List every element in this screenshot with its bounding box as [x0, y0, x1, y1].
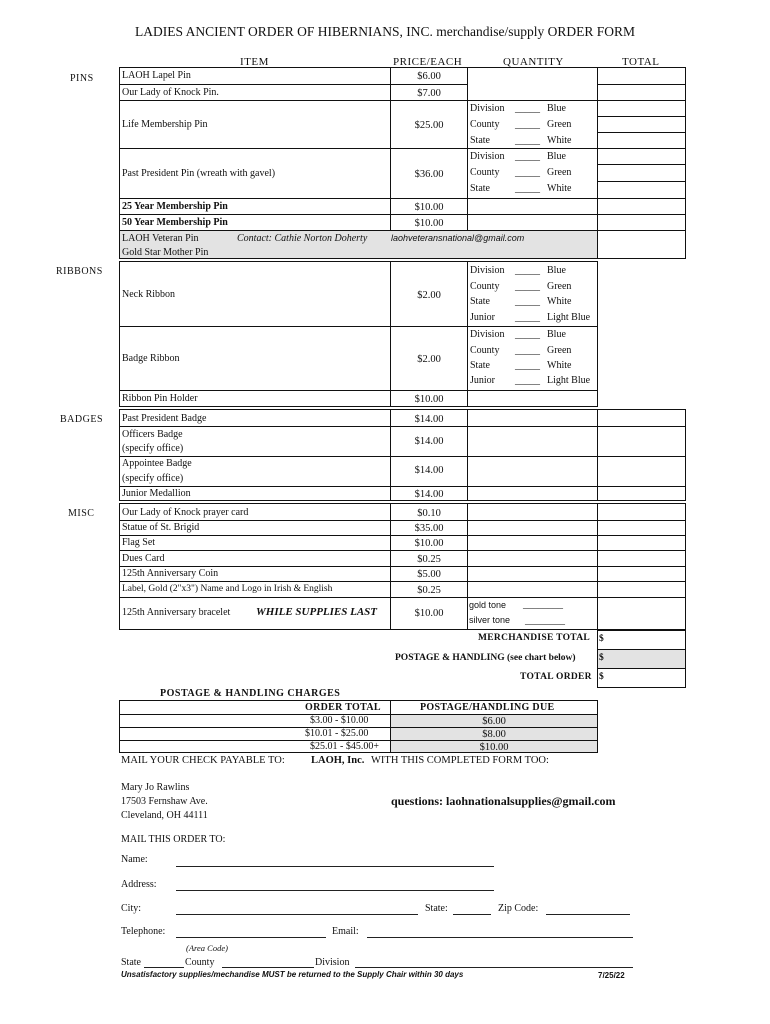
- total-order-dollar[interactable]: $: [599, 672, 604, 682]
- officers-badge-note: (specify office): [122, 443, 184, 454]
- qty-white-label: White: [547, 183, 572, 194]
- qty-white-label: White: [547, 135, 572, 146]
- item-officers-badge: Officers Badge: [122, 429, 183, 440]
- qty-blank[interactable]: _____: [515, 265, 540, 276]
- price-appointee-badge: $14.00: [414, 465, 444, 476]
- qty-blank[interactable]: _____: [515, 375, 540, 386]
- email-field[interactable]: [367, 937, 633, 938]
- qty-blank[interactable]: _____: [515, 329, 540, 340]
- item-gold-label: Label, Gold (2"x3") Name and Logo in Irish & English: [122, 584, 333, 594]
- qty-county-label: County: [470, 119, 500, 130]
- qty-blue-label: Blue: [547, 103, 566, 114]
- qty-blank[interactable]: _____: [515, 135, 540, 146]
- qty-blue-label: Blue: [547, 329, 566, 340]
- totals-box: [597, 630, 686, 688]
- form-title: LADIES ANCIENT ORDER OF HIBERNIANS, INC. merchandise/supply ORDER FORM: [134, 24, 635, 39]
- name-label: Name:: [121, 854, 148, 865]
- qty-state-label: State: [470, 135, 490, 146]
- county-label: County: [185, 957, 215, 968]
- state-field[interactable]: [453, 914, 491, 915]
- qty-green-label: Green: [547, 281, 572, 292]
- division-field[interactable]: [355, 967, 633, 968]
- total-order-label: TOTAL ORDER: [520, 672, 592, 682]
- shipping-col-postage-due: POSTAGE/HANDLING DUE: [420, 702, 555, 713]
- qty-blank[interactable]: _____: [515, 103, 540, 114]
- veteran-contact: Contact: Cathie Norton Doherty: [237, 233, 368, 244]
- price-25-year-pin: $10.00: [414, 202, 444, 213]
- footer-date: 7/25/22: [598, 971, 625, 980]
- qty-blank[interactable]: _____: [515, 345, 540, 356]
- payable-prefix: MAIL YOUR CHECK PAYABLE TO:: [121, 755, 285, 766]
- county-field[interactable]: [222, 967, 314, 968]
- qty-light-blue-label: Light Blue: [547, 312, 591, 323]
- header-quantity: QUANTITY: [503, 56, 564, 68]
- price-past-president-badge: $14.00: [414, 414, 444, 425]
- item-ribbon-holder: Ribbon Pin Holder: [122, 393, 198, 404]
- item-prayer-card: Our Lady of Knock prayer card: [122, 507, 249, 518]
- item-life-pin: Life Membership Pin: [122, 119, 208, 130]
- price-flag-set: $10.00: [414, 538, 444, 549]
- shipping-range: $10.01 - $25.00: [305, 728, 369, 739]
- price-neck-ribbon: $2.00: [417, 290, 441, 301]
- price-junior-medallion: $14.00: [414, 489, 444, 500]
- zip-field[interactable]: [546, 914, 630, 915]
- qty-state-label: State: [470, 183, 490, 194]
- qty-light-blue-label: Light Blue: [547, 375, 591, 386]
- footer-note: Unsatisfactory supplies/mechandise MUST be returned to the Supply Chair within 30 days: [121, 970, 464, 979]
- item-bracelet: 125th Anniversary bracelet: [122, 607, 231, 618]
- postage-dollar[interactable]: $: [599, 653, 604, 663]
- postage-label: POSTAGE & HANDLING (see chart below): [395, 653, 576, 663]
- zip-label: Zip Code:: [498, 903, 539, 914]
- qty-blank[interactable]: _____: [515, 296, 540, 307]
- qty-county-label: County: [470, 345, 500, 356]
- qty-county-label: County: [470, 281, 500, 292]
- price-badge-ribbon: $2.00: [417, 354, 441, 365]
- item-anniversary-coin: 125th Anniversary Coin: [122, 568, 219, 579]
- telephone-label: Telephone:: [121, 926, 166, 937]
- merchandise-total-label: MERCHANDISE TOTAL: [478, 633, 590, 643]
- qty-junior-label: Junior: [470, 312, 495, 323]
- item-lapel-pin: LAOH Lapel Pin: [122, 70, 191, 81]
- item-flag-set: Flag Set: [122, 537, 156, 548]
- telephone-field[interactable]: [176, 937, 326, 938]
- payee: LAOH, Inc.: [311, 755, 365, 766]
- state2-field[interactable]: [144, 967, 184, 968]
- gold-tone-label: gold tone: [469, 600, 507, 610]
- item-past-president-badge: Past President Badge: [122, 413, 207, 424]
- state-label: State:: [425, 903, 448, 914]
- qty-division-label: Division: [470, 329, 505, 340]
- item-dues-card: Dues Card: [122, 553, 165, 564]
- qty-green-label: Green: [547, 167, 572, 178]
- shipping-range: $3.00 - $10.00: [310, 715, 369, 726]
- qty-junior-label: Junior: [470, 375, 495, 386]
- price-gold-label: $0.25: [417, 585, 441, 596]
- section-ribbons: RIBBONS: [56, 266, 103, 277]
- item-gold-star-pin: Gold Star Mother Pin: [122, 247, 209, 258]
- qty-blank[interactable]: _____: [515, 312, 540, 323]
- payable-suffix: WITH THIS COMPLETED FORM TOO:: [371, 755, 549, 766]
- shipping-fee: $8.00: [482, 729, 506, 740]
- qty-blank[interactable]: _____: [515, 167, 540, 178]
- item-junior-medallion: Junior Medallion: [122, 488, 191, 499]
- shipping-col-order-total: ORDER TOTAL: [305, 702, 381, 713]
- item-veteran-pin: LAOH Veteran Pin: [122, 233, 199, 244]
- mail-name: Mary Jo Rawlins: [121, 782, 190, 793]
- item-50-year-pin: 50 Year Membership Pin: [122, 217, 228, 228]
- merchandise-total-dollar[interactable]: $: [599, 634, 604, 644]
- item-badge-ribbon: Badge Ribbon: [122, 353, 180, 364]
- item-knock-pin: Our Lady of Knock Pin.: [122, 87, 219, 98]
- area-code-label: (Area Code): [186, 943, 228, 953]
- qty-green-label: Green: [547, 345, 572, 356]
- silver-tone-blank[interactable]: ________: [525, 615, 565, 626]
- state2-label: State: [121, 957, 141, 968]
- qty-division-label: Division: [470, 151, 505, 162]
- qty-blank[interactable]: _____: [515, 360, 540, 371]
- silver-tone-label: silver tone: [469, 615, 511, 625]
- header-item: ITEM: [240, 56, 269, 68]
- name-field[interactable]: [176, 866, 494, 867]
- price-bracelet: $10.00: [414, 608, 444, 619]
- division-label: Division: [315, 957, 350, 968]
- price-statue: $35.00: [414, 523, 444, 534]
- mail-city: Cleveland, OH 44111: [121, 810, 208, 821]
- qty-blank[interactable]: _____: [515, 151, 540, 162]
- appointee-badge-note: (specify office): [122, 473, 184, 484]
- address-field[interactable]: [176, 890, 494, 891]
- price-anniversary-coin: $5.00: [417, 569, 441, 580]
- price-lapel-pin: $6.00: [417, 71, 441, 82]
- price-prayer-card: $0.10: [417, 508, 441, 519]
- item-25-year-pin: 25 Year Membership Pin: [122, 201, 228, 212]
- veteran-email: laohveteransnational@gmail.com: [391, 233, 525, 243]
- qty-division-label: Division: [470, 265, 505, 276]
- shipping-title: POSTAGE & HANDLING CHARGES: [160, 688, 341, 699]
- qty-blank[interactable]: _____: [515, 281, 540, 292]
- shipping-fee: $10.00: [479, 742, 509, 753]
- city-field[interactable]: [176, 914, 418, 915]
- qty-state-label: State: [470, 360, 490, 371]
- section-misc: MISC: [68, 508, 95, 519]
- price-50-year-pin: $10.00: [414, 218, 444, 229]
- qty-blank[interactable]: _____: [515, 119, 540, 130]
- address-label: Address:: [121, 879, 157, 890]
- qty-green-label: Green: [547, 119, 572, 130]
- item-appointee-badge: Appointee Badge: [122, 458, 192, 469]
- item-statue: Statue of St. Brigid: [122, 522, 200, 533]
- header-total: TOTAL: [622, 56, 660, 68]
- item-neck-ribbon: Neck Ribbon: [122, 289, 176, 300]
- qty-state-label: State: [470, 296, 490, 307]
- section-pins: PINS: [70, 73, 94, 84]
- qty-county-label: County: [470, 167, 500, 178]
- price-officers-badge: $14.00: [414, 436, 444, 447]
- price-ribbon-holder: $10.00: [414, 394, 444, 405]
- section-badges: BADGES: [60, 414, 104, 425]
- item-past-president-pin: Past President Pin (wreath with gavel): [122, 168, 276, 179]
- questions-email: questions: laohnationalsupplies@gmail.com: [391, 794, 616, 808]
- shipping-range: $25.01 - $45.00+: [310, 741, 379, 752]
- qty-blank[interactable]: _____: [515, 183, 540, 194]
- email-label: Email:: [332, 926, 359, 937]
- price-dues-card: $0.25: [417, 554, 441, 565]
- bracelet-note: WHILE SUPPLIES LAST: [256, 606, 378, 618]
- header-price: PRICE/EACH: [393, 56, 463, 68]
- price-knock-pin: $7.00: [417, 88, 441, 99]
- qty-blue-label: Blue: [547, 265, 566, 276]
- qty-blue-label: Blue: [547, 151, 566, 162]
- qty-white-label: White: [547, 296, 572, 307]
- price-life-pin: $25.00: [414, 120, 444, 131]
- gold-tone-blank[interactable]: ________: [523, 599, 563, 610]
- qty-division-label: Division: [470, 103, 505, 114]
- price-past-president-pin: $36.00: [414, 169, 444, 180]
- mail-street: 17503 Fernshaw Ave.: [121, 796, 208, 807]
- city-label: City:: [121, 903, 142, 914]
- mail-to-label: MAIL THIS ORDER TO:: [121, 834, 226, 845]
- qty-white-label: White: [547, 360, 572, 371]
- shipping-fee: $6.00: [482, 716, 506, 727]
